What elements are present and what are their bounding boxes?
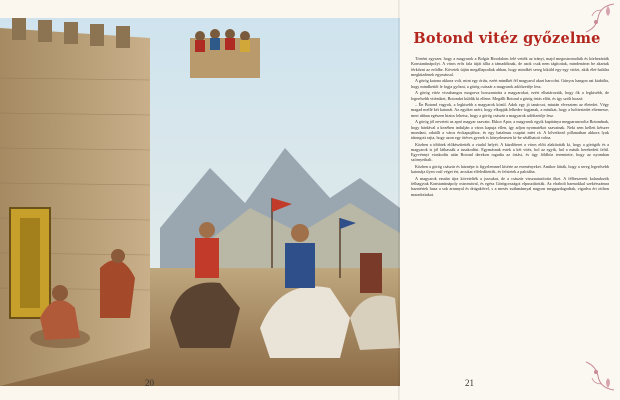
- paragraph: Közben a többiek előkészítették a viadal helyét. A küzdőteret a város előtt alakították ki, hogy a görögök és a magyarok is jól láthassák a tusakodást. Egymásnak estek a két vitéz, hol az egyik, hol a másik kerekedett felül. Egyvénnyi viaskodás után Botond derekon ragadta az óriást, és úgy földhöz teremtette, hogy az nyomban szörnyethalt.: [411, 141, 609, 163]
- paragraph: A görög jól nevetett az apró magyar szavain. Ekkor Apor, a magyarok egyik kapitánya megparancsolta Botondnak, hogy bárdával a kezében indulján a város kapuja ellen, így adjon nyomatékot szavainak. Neki sem kellett kétszer mondani, odaállt a város érckapujához, és egy hatalmas csapást mért rá. A kővetkező pillanatban akkora lyuk tátongott rajta, hogy azon egy ötéves gyerek is könyelmesen ki-be sétálhatott volna.: [411, 119, 609, 141]
- paragraph: Közben a görög császár és háznépe is figyelemmel kísérte az eseményeket. Amikor látták, hogy a sereg legerősebb katonája ilyen csúf véget ért, arcukat elfeledítették, és felsietek a palotába.: [411, 164, 609, 175]
- paragraph: A görög katona akkora volt, mint egy óriás, ezért mindkét fél magyarul akart harcolni. Gúnyos hangon azt kiabálta, hogy mindkettőt le fogja győzni, a görög császár a magyarok adófizetője lesz.: [411, 78, 609, 89]
- right-page: [400, 0, 620, 400]
- page-number-right: 21: [465, 378, 474, 388]
- siege-scene-image: [0, 18, 400, 386]
- page-number-left: 20: [145, 378, 154, 388]
- paragraph: Történt egyszer, hogy a magyarok a Bolgár Birodalom felé vették az irányt, majd megostromolták és körbezárták Konstantinápolyt. A város erős fala útját állta a támadóknak, de azok csak nem tágítottak, mindenáron be akartak férkőzni az erődbe. Követek útján megállapodtak abban, hogy mindkét sereg kiküld egy-egy vitézt, akik élet-halálra megküzdenek egymással.: [411, 56, 609, 77]
- battle-illustration: [0, 18, 400, 386]
- paragraph: – Én Botond vagyok, a legkisebb a magyarok közül. Adok egy jó tanácsot, miután elvesztem az életedet. Végy magad mellé két katonát. Az egyiket azért, hogy elkapják lelkedre fogjanak, a másikat, hogy a holttestedet eltemesse, mert abban egészen biztos lehetsz, hogy a görög császár a magyarok adófizetője lesz.: [411, 102, 609, 118]
- chapter-title: Botond vitéz győzelme: [413, 30, 601, 47]
- flourish-ornament-icon: [582, 358, 616, 392]
- story-text: [411, 56, 609, 198]
- paragraph: A görög vitéz visszhangos mogorva hosszantotta a magyarokat, ezért elhatározták, hogy ők a legkisebb, de legerősebb vitézüket, Botondot küldik ki ellene. Megállt Botond a görög óriás előtt, és így szólt hozzá:: [411, 90, 609, 101]
- flourish-ornament-icon: [582, 2, 616, 36]
- paragraph: A magyarok ezután újra követelték a jussukat, de a császár visszautasította őket. A félbeszerett kalandozók felhagytak Konstantinápoly ostromával, és egész Görögországot elpusztították. Az elrabolt barmokkal szekérszámra hazatértek haza a sok arannyal és drágakővel, s a mesés zsákmánnyal nagyon meggazdagodtak, vigadva ért otthon maradottakat.: [411, 175, 609, 197]
